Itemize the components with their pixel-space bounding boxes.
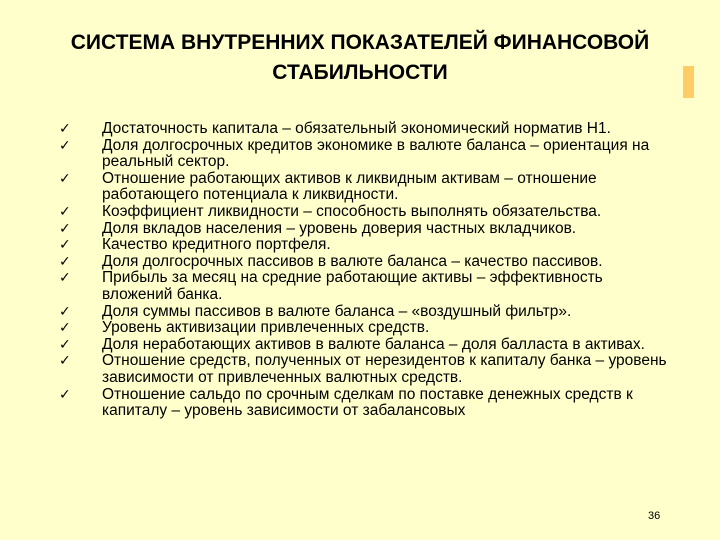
list-item: ✓ Уровень активизации привлеченных средств. (59, 319, 430, 337)
list-item: ✓ Доля суммы пассивов в валюте баланса – «воздушный фильтр». (59, 302, 572, 320)
checkmark-icon: ✓ (59, 203, 71, 220)
checkmark-icon: ✓ (59, 170, 71, 187)
list-item: ✓ Доля неработающих активов в валюте баланса – доля балласта в активах. (59, 335, 645, 353)
checkmark-icon: ✓ (59, 121, 71, 137)
list-item: ✓ Отношение средств, полученных от нерезидентов к капиталу банка – уровень зависимости от привлеченных валютных средств. (59, 352, 667, 386)
checkmark-icon: ✓ (59, 237, 71, 254)
list-item: ✓ Отношение работающих активов к ликвидным активам – отношение работающего потенциала к ликвидности. (59, 169, 597, 204)
indicator-list (56, 121, 676, 420)
list-item: ✓ Доля вкладов населения – уровень доверия частных вкладчиков. (59, 219, 577, 237)
list-item: ✓ Отношение сальдо по срочным сделкам по поставке денежных средств к капиталу – уровень зависимости от забалансовых (59, 385, 633, 420)
checkmark-icon: ✓ (59, 320, 71, 337)
checkmark-icon: ✓ (59, 253, 71, 270)
list-item: ✓ Качество кредитного портфеля. (59, 236, 331, 254)
checkmark-icon: ✓ (59, 303, 71, 320)
list-item: ✓ Прибыль за месяц на средние работающие активы – эффективность вложений банка. (59, 269, 603, 303)
list-item: ✓ Коэффициент ликвидности – способность выполнять обязательства. (59, 202, 602, 220)
checkmark-icon: ✓ (59, 270, 71, 287)
checkmark-icon: ✓ (59, 386, 71, 403)
page-number: 36 (648, 510, 661, 522)
list-item: ✓ Доля долгосрочных кредитов экономике в валюте баланса – ориентация на реальный сектор. (59, 136, 650, 171)
decorative-bar (683, 66, 694, 98)
title-line-2: СТАБИЛЬНОСТИ (272, 61, 448, 84)
checkmark-icon: ✓ (59, 220, 71, 237)
slide-title (0, 28, 720, 88)
checkmark-icon: ✓ (59, 336, 71, 353)
checkmark-icon: ✓ (59, 353, 71, 370)
list-item: ✓ Доля долгосрочных пассивов в валюте баланса – качество пассивов. (59, 252, 603, 270)
checkmark-icon: ✓ (59, 137, 71, 154)
list-item: ✓ Достаточность капитала – обязательный экономический норматив Н1. (59, 120, 611, 137)
title-line-1: СИСТЕМА ВНУТРЕННИХ ПОКАЗАТЕЛЕЙ ФИНАНСОВОЙ (70, 31, 650, 54)
